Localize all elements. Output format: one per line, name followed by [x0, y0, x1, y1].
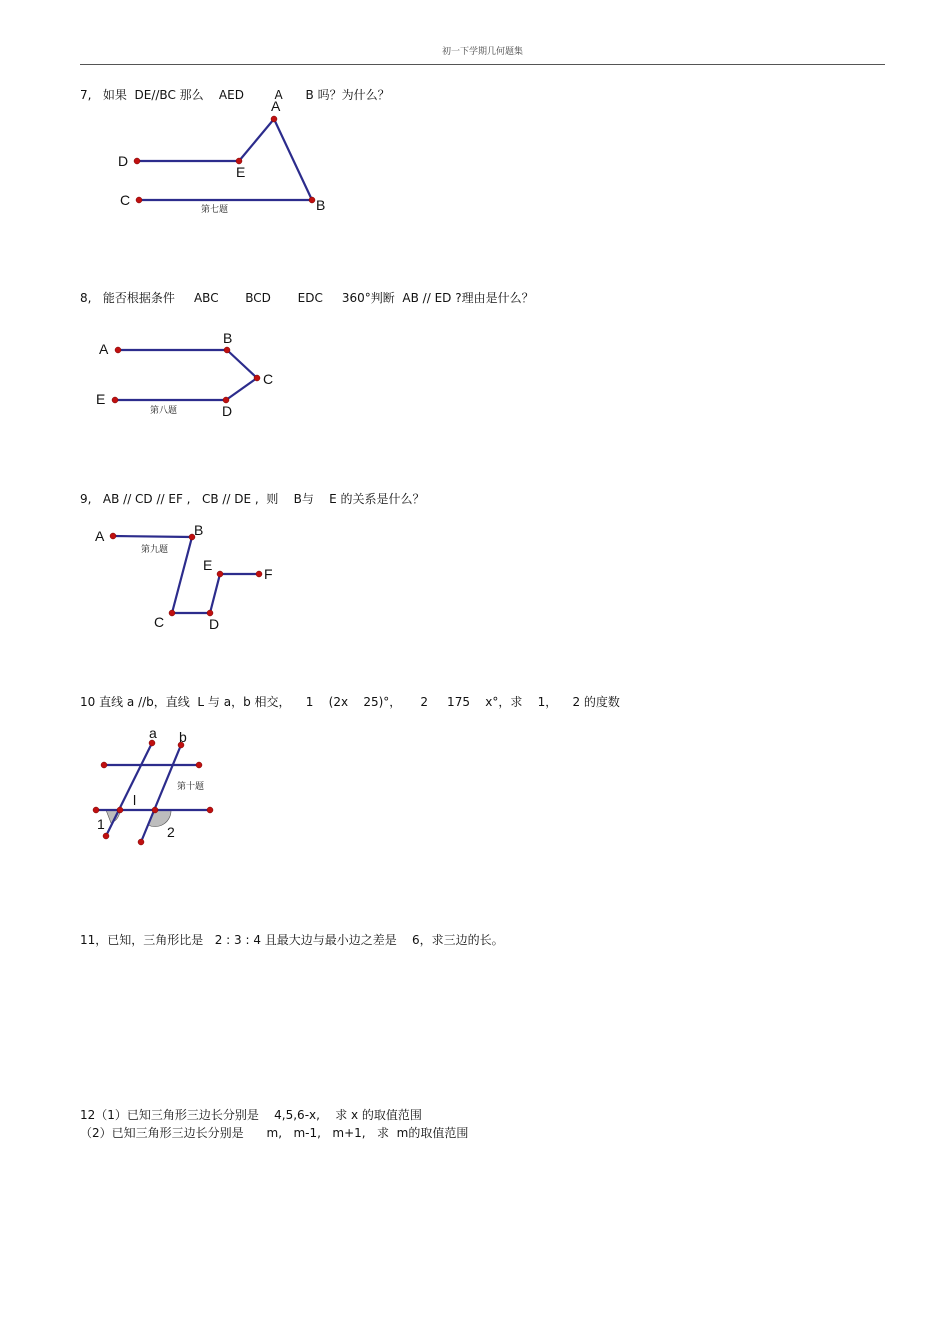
- question-12-part-2: （2）已知三角形三边长分别是 m, m-1, m+1, 求 m的取值范围: [80, 1126, 469, 1140]
- label-a: A: [95, 528, 105, 544]
- label-line-l: l: [133, 792, 137, 808]
- question-9: 9, AB // CD // EF , CB // DE , 则 B与 E 的关系是什么？: [80, 492, 425, 506]
- question-8: 8, 能否根据条件 ABC BCD EDC 360°判断 AB // ED ?理由是什么？: [80, 291, 534, 305]
- point-upper-left: [101, 762, 107, 768]
- page-header: 初一下学期几何题集: [441, 47, 523, 57]
- caption-7: 第七题: [201, 205, 229, 215]
- label-b: B: [223, 330, 233, 346]
- label-d: D: [118, 153, 129, 169]
- label-c: C: [154, 614, 165, 630]
- label-d: D: [209, 616, 220, 632]
- label-c: C: [120, 192, 131, 208]
- label-e: E: [96, 391, 106, 407]
- line-a: [106, 743, 152, 836]
- caption-8: 第八题: [150, 406, 178, 416]
- label-c: C: [263, 371, 274, 387]
- question-12-part-1: 12（1）已知三角形三边长分别是 4,5,6-x, 求 x 的取值范围: [80, 1108, 422, 1122]
- label-d: D: [222, 403, 233, 419]
- label-line-b: b: [179, 729, 187, 745]
- caption-10: 第十题: [177, 782, 205, 792]
- caption-9: 第九题: [141, 545, 169, 555]
- label-angle-1: 1: [97, 816, 105, 832]
- label-e: E: [203, 557, 213, 573]
- label-line-a: a: [149, 725, 157, 741]
- line-b: [141, 745, 181, 842]
- question-10: 10 直线 a //b，直线 L 与 a，b 相交， 1 (2x 25)°， 2 175 x°，求 1， 2 的度数: [80, 695, 620, 709]
- question-7: 7, 如果 DE//BC 那么 AED A B 吗？为什么？: [80, 88, 390, 102]
- question-11: 11，已知，三角形比是 2 : 3 : 4 且最大边与最小边之差是 6，求三边的长。: [80, 933, 504, 947]
- point-intersection-b: [152, 807, 158, 813]
- label-a: A: [271, 98, 281, 114]
- label-b: B: [194, 522, 204, 538]
- point-b-bottom: [138, 839, 144, 845]
- label-b: B: [316, 197, 326, 213]
- label-angle-2: 2: [167, 824, 175, 840]
- point-upper-right: [196, 762, 202, 768]
- point-a-bottom: [103, 833, 109, 839]
- point-l-right: [207, 807, 213, 813]
- label-e: E: [236, 164, 246, 180]
- label-f: F: [264, 566, 273, 582]
- point-intersection-a: [117, 807, 123, 813]
- point-l-left: [93, 807, 99, 813]
- label-a: A: [99, 341, 109, 357]
